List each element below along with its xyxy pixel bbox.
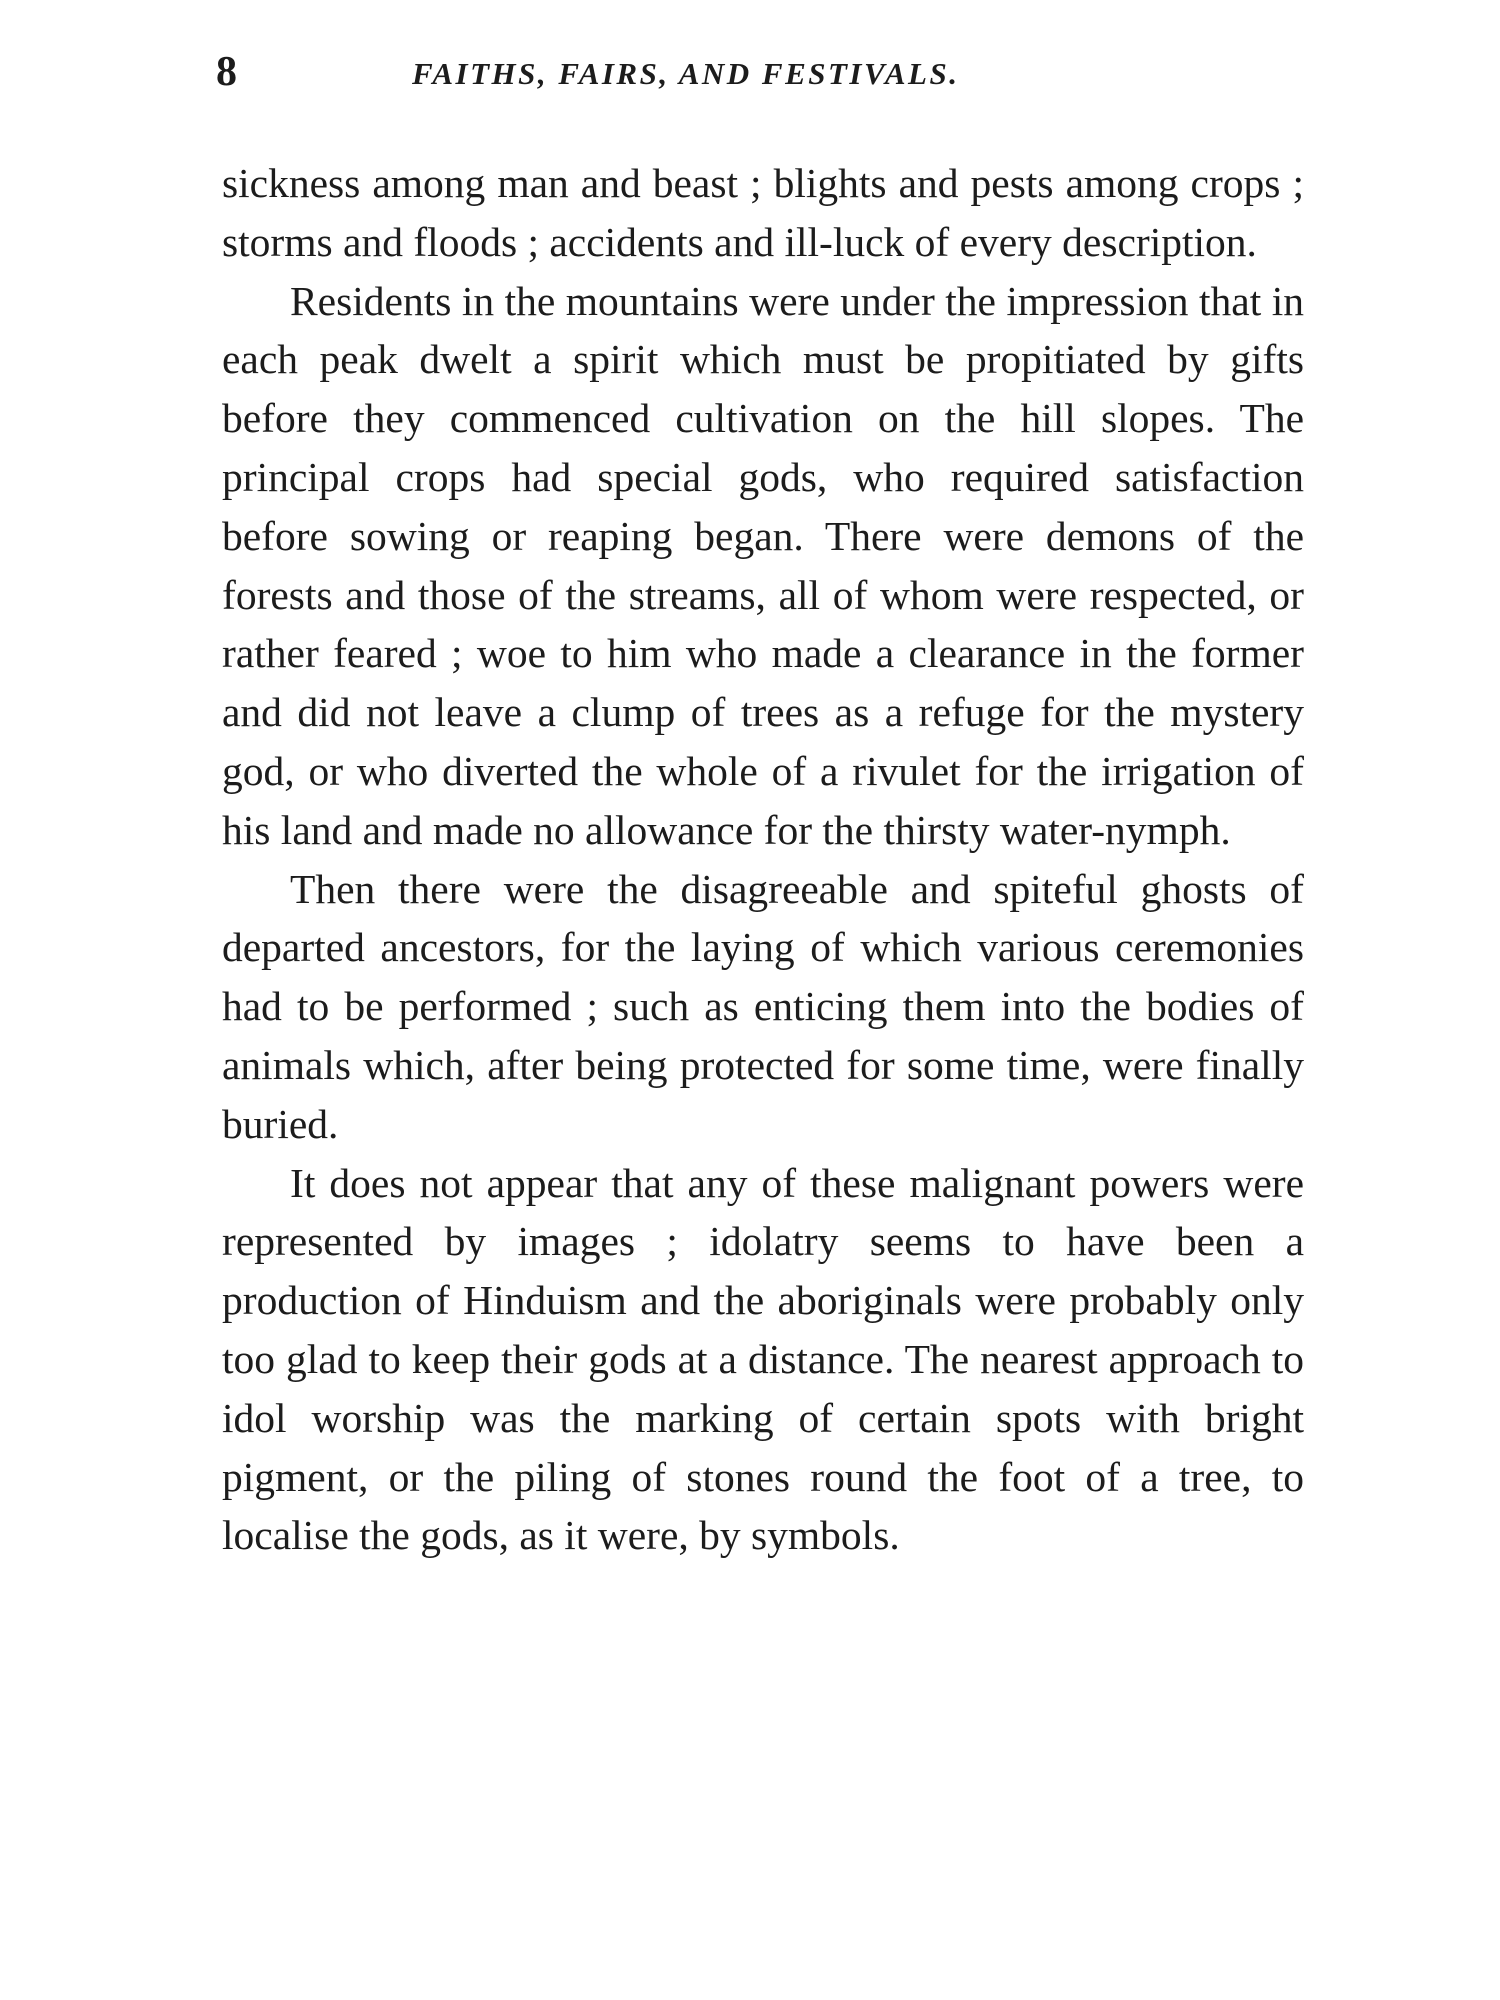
page-number: 8 (216, 49, 237, 95)
running-title: FAITHS, FAIRS, AND FESTIVALS. (412, 56, 960, 91)
paragraph-mountain-spirits: Residents in the mountains were under the impression that in each peak dwelt a spirit which must be propitiated by gifts before they commenced cultivation on the hill slopes. The principal crops had special gods, who required satisfaction before sowing or reaping began. There were demons of the forests and those of the streams, all of whom were respected, or rather feared ; woe to him who made a clearance in the former and did not leave a clump of trees as a refuge for the mystery god, or who diverted the whole of a rivulet for the irrigation of his land and made no allowance for the thirsty water-nymph. (222, 277, 1304, 853)
paragraph-continuation: sickness among man and beast ; blights and pests among crops ; storms and floods ; accidents and ill-luck of every description. (222, 160, 1304, 265)
paragraph-ancestral-ghosts: Then there were the disagreeable and spiteful ghosts of departed ancestors, for the laying of which various ceremonies had to be performed ; such as enticing them into the bodies of animals which, after being protected for some time, were finally buried. (222, 865, 1304, 1147)
paragraph-idolatry: It does not appear that any of these malignant powers were represented by images ; idolatry seems to have been a production of Hinduism and the aboriginals were probably only too glad to keep their gods at a distance. The nearest approach to idol worship was the marking of certain spots with bright pigment, or the piling of stones round the foot of a tree, to localise the gods, as it were, by symbols. (222, 1159, 1304, 1559)
running-header (212, 44, 1292, 100)
body-text (222, 154, 1304, 1565)
